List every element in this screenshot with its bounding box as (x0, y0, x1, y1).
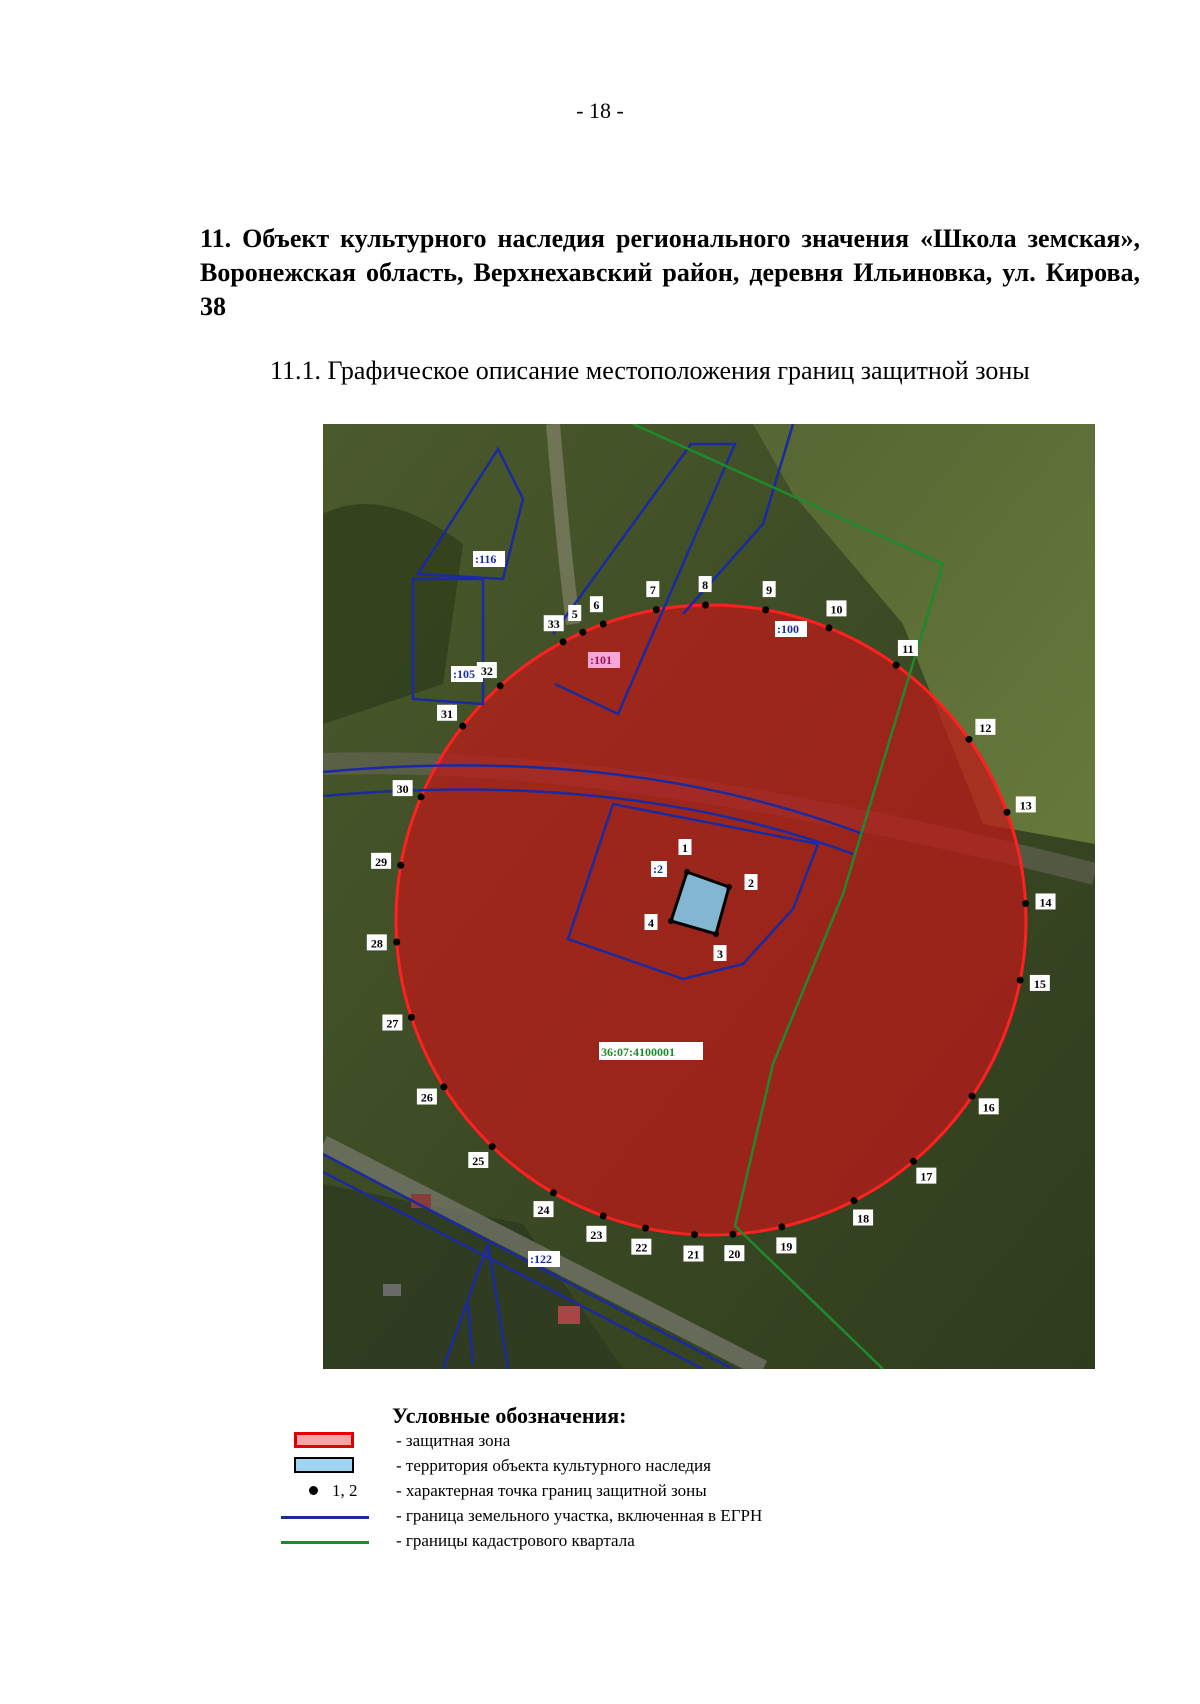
zone-point-31-label: 31 (441, 706, 454, 721)
zone-point-25 (489, 1143, 496, 1150)
zone-point-9-label: 9 (766, 583, 773, 598)
zone-point-13 (1004, 809, 1011, 816)
parcel-label-2: :2 (653, 862, 663, 876)
object-point-4 (668, 918, 674, 924)
zone-point-11 (893, 662, 900, 669)
zone-point-14 (1022, 900, 1029, 907)
object-point-2-label: 2 (748, 876, 754, 890)
zone-point-18 (851, 1197, 858, 1204)
zone-point-15 (1017, 977, 1024, 984)
zone-point-24 (550, 1189, 557, 1196)
zone-point-19 (778, 1223, 785, 1230)
zone-point-25-label: 25 (472, 1153, 485, 1168)
legend-title: Условные обозначения: (392, 1403, 627, 1428)
zone-point-10-label: 10 (830, 602, 843, 617)
legend-item-quarter-line (276, 1530, 976, 1552)
zone-point-8 (702, 602, 709, 609)
black-dot-icon (309, 1486, 318, 1495)
object-point-3 (713, 931, 719, 937)
zone-point-26-label: 26 (420, 1090, 433, 1105)
object-point-4-label: 4 (648, 916, 654, 930)
parcel-label-122: :122 (530, 1252, 552, 1266)
zone-point-30-label: 30 (396, 782, 409, 797)
zone-point-33 (560, 638, 567, 645)
zone-point-27 (408, 1014, 415, 1021)
zone-point-6-label: 6 (593, 598, 600, 613)
zone-point-17-label: 17 (920, 1169, 933, 1184)
zone-point-32-label: 32 (480, 664, 493, 679)
legend-item-label: - границы кадастрового квартала (396, 1531, 635, 1550)
legend-item-protective-zone (276, 1430, 976, 1452)
zone-point-6 (600, 620, 607, 627)
zone-point-33-label: 33 (547, 617, 560, 632)
zone-point-16-label: 16 (982, 1100, 995, 1115)
legend-item-point (276, 1480, 976, 1502)
zone-point-26 (440, 1083, 447, 1090)
zone-point-12 (966, 736, 973, 743)
zone-point-17 (910, 1158, 917, 1165)
object-point-2 (726, 884, 732, 890)
legend-item-parcel-line (276, 1505, 976, 1527)
zone-point-12-label: 12 (979, 720, 992, 735)
object-point-1 (684, 869, 690, 875)
zone-point-31 (459, 723, 466, 730)
zone-point-21-label: 21 (687, 1247, 700, 1262)
legend-item-label: - характерная точка границ защитной зоны (396, 1481, 707, 1500)
quarter-label: 36:07:4100001 (601, 1045, 675, 1059)
legend-item-label: - территория объекта культурного наследия (396, 1456, 711, 1475)
zone-point-23-label: 23 (590, 1227, 603, 1242)
zone-point-11-label: 11 (902, 641, 914, 656)
zone-point-5-label: 5 (571, 606, 578, 621)
blue-rectangle-icon (294, 1457, 354, 1473)
zone-point-32 (497, 682, 504, 689)
zone-point-14-label: 14 (1039, 895, 1052, 910)
page-number: - 18 - (576, 98, 624, 123)
zone-point-18-label: 18 (857, 1211, 870, 1226)
zone-point-27-label: 27 (386, 1016, 399, 1031)
zone-point-23 (600, 1213, 607, 1220)
house-roof (558, 1306, 580, 1324)
section-subheading: 11.1. Графическое описание местоположения границ защитной зоны (270, 356, 1030, 385)
legend-item-object-territory (276, 1455, 976, 1477)
zone-point-5 (579, 629, 586, 636)
zone-point-8-label: 8 (702, 578, 709, 593)
legend-item-label: - граница земельного участка, включенная в ЕГРН (396, 1506, 763, 1525)
zone-point-29-label: 29 (375, 854, 388, 869)
zone-point-22-label: 22 (635, 1240, 648, 1255)
zone-point-20 (729, 1231, 736, 1238)
zone-point-30 (418, 793, 425, 800)
zone-point-28 (393, 938, 400, 945)
zone-point-24-label: 24 (537, 1203, 550, 1218)
green-line-icon (281, 1541, 369, 1544)
parcel-label-100: :100 (777, 622, 799, 636)
zone-point-7-label: 7 (649, 583, 656, 598)
object-point-3-label: 3 (717, 947, 723, 961)
zone-point-28-label: 28 (370, 936, 383, 951)
zone-point-10 (826, 624, 833, 631)
legend-item-label: - защитная зона (396, 1431, 511, 1450)
protective-zone-map (323, 424, 1095, 1369)
parcel-label-101: :101 (590, 653, 612, 667)
zone-point-16 (969, 1093, 976, 1100)
object-point-1-label: 1 (682, 841, 688, 855)
zone-point-19-label: 19 (780, 1239, 793, 1254)
zone-point-29 (397, 862, 404, 869)
zone-point-9 (762, 606, 769, 613)
parcel-label-105: :105 (453, 667, 475, 681)
red-rectangle-icon (294, 1432, 354, 1448)
zone-point-21 (691, 1231, 698, 1238)
zone-point-20-label: 20 (728, 1247, 741, 1262)
parcel-label-116: :116 (475, 552, 497, 566)
zone-point-15-label: 15 (1033, 976, 1046, 991)
house-roof (383, 1284, 401, 1296)
zone-point-22 (642, 1225, 649, 1232)
zone-point-7 (653, 606, 660, 613)
document-heading: 11. Объект культурного наследия регионального значения «Школа земская», Воронежская область, Верхнехавский район, деревня Ильиновка, ул. Кирова, 38 (200, 224, 1140, 321)
zone-point-13-label: 13 (1019, 798, 1032, 813)
legend-dot-label: 1, 2 (332, 1481, 358, 1500)
blue-line-icon (281, 1516, 369, 1519)
